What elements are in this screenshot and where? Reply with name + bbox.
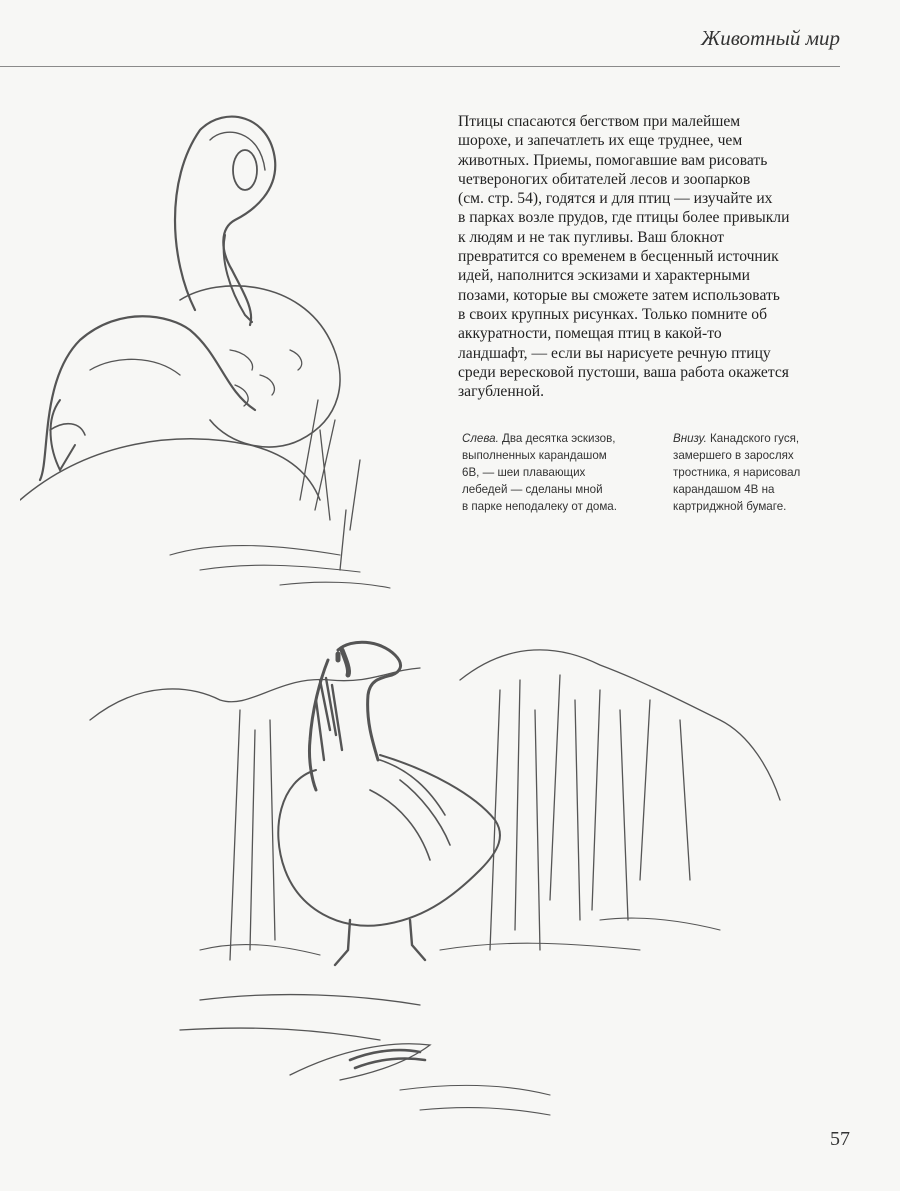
caption-right-text: Канадского гуся, замершего в зарослях тростника, я нарисовал карандашом 4В на картриджной бумаге. <box>673 432 801 513</box>
caption-left-lead: Слева. <box>462 432 499 445</box>
page-number: 57 <box>830 1128 850 1150</box>
goose-sketch <box>80 620 800 1120</box>
caption-left-text: Два десятка эскизов, выполненных карандашом 6В, — шеи плавающих лебедей — сделаны мной в парке неподалеку от дома. <box>462 432 617 513</box>
caption-right-lead: Внизу. <box>673 432 707 445</box>
running-header-title: Животный мир <box>700 26 840 50</box>
body-paragraph: Птицы спасаются бегством при малейшем шорохе, и запечатлеть их еще труднее, чем животных. Приемы, помогавшие вам рисовать четвероногих обитателей лесов и зоопарков (см. стр. 54), годятся и для птиц — изучайте их в парках возле прудов, где птицы более привыкли к людям и не так пугливы. Ваш блокнот превратится со временем в бесценный источник идей, наполнится эскизами и характерными позами, которые вы сможете затем использовать в своих крупных рисунках. Только помните об аккуратности, помещая птиц в какой-то ландшафт, — если вы нарисуете речную птицу среди вересковой пустоши, ваша работа окажется загубленной. <box>458 113 790 401</box>
caption-right <box>673 430 833 515</box>
header-rule <box>0 66 840 67</box>
caption-left <box>462 430 637 515</box>
swans-sketch <box>20 100 440 600</box>
